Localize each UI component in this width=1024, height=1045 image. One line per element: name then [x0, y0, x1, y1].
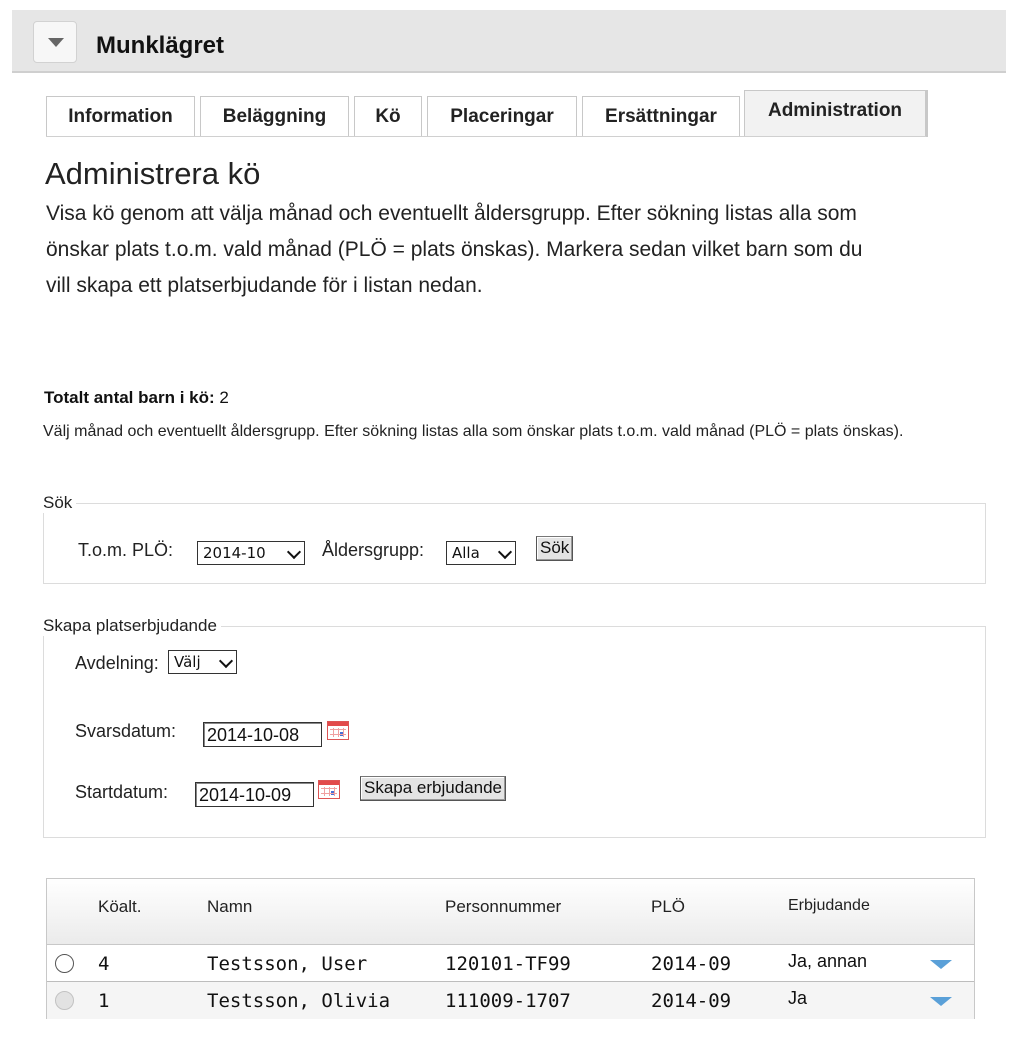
calendar-marker — [331, 791, 335, 795]
intro-text: Visa kö genom att välja månad och eventuellt åldersgrupp. Efter sökning listas alla som önskar plats t.o.m. vald månad (PLÖ = plats önskas). Markera sedan vilket barn som du vill skapa ett platserbjudande för i listan nedan. — [46, 202, 863, 297]
cell-koalt: 1 — [98, 990, 110, 1012]
queue-total-value: 2 — [219, 388, 229, 407]
queue-total-label: Totalt antal barn i kö: — [44, 388, 215, 407]
queue-table — [46, 878, 975, 1019]
collapse-button[interactable] — [33, 21, 77, 63]
plo-select-value: 2014-10 — [203, 544, 266, 562]
cell-namn: Testsson, Olivia — [207, 990, 391, 1012]
table-row[interactable] — [47, 982, 974, 1019]
panel-title: Munklägret — [96, 32, 225, 59]
calendar-icon[interactable] — [327, 721, 349, 740]
tab-belaggning[interactable]: Beläggning — [200, 96, 349, 137]
search-legend: Sök — [43, 493, 76, 513]
calendar-icon[interactable] — [318, 780, 340, 799]
reply-date-label: Svarsdatum: — [75, 721, 177, 741]
reply-date-input[interactable]: 2014-10-08 — [203, 722, 322, 747]
department-select-value: Välj — [174, 653, 201, 671]
tab-ko[interactable]: Kö — [354, 96, 422, 137]
tab-administration[interactable]: Administration — [744, 90, 928, 137]
panel-header — [12, 10, 1006, 73]
row-radio[interactable] — [55, 954, 74, 973]
department-select[interactable] — [168, 650, 237, 674]
expand-arrow-icon[interactable] — [930, 997, 952, 1006]
cell-erbjudande: Ja, annan — [788, 951, 868, 971]
age-group-label: Åldersgrupp: — [322, 540, 425, 560]
chevron-down-icon — [219, 654, 233, 668]
tab-placeringar[interactable]: Placeringar — [427, 96, 577, 137]
age-group-select-value: Alla — [452, 544, 480, 562]
start-date-label: Startdatum: — [75, 782, 169, 802]
create-offer-button[interactable]: Skapa erbjudande — [360, 776, 506, 801]
plo-select[interactable] — [197, 541, 305, 565]
page-title: Administrera kö — [45, 156, 261, 191]
calendar-marker — [340, 732, 344, 736]
row-radio — [55, 991, 74, 1010]
plo-label: T.o.m. PLÖ: — [78, 540, 174, 560]
offer-legend: Skapa platserbjudande — [43, 616, 221, 636]
table-row[interactable] — [47, 945, 974, 982]
search-button[interactable]: Sök — [536, 536, 573, 561]
cell-personnummer: 120101-TF99 — [445, 953, 571, 975]
chevron-down-icon — [287, 545, 301, 559]
tab-information[interactable]: Information — [46, 96, 195, 137]
tab-ersattningar[interactable]: Ersättningar — [582, 96, 740, 137]
expand-arrow-icon[interactable] — [930, 960, 952, 969]
help-text: Välj månad och eventuellt åldersgrupp. Efter sökning listas alla som önskar plats t.o.m. vald månad (PLÖ = plats önskas). — [43, 423, 904, 440]
col-header-plo[interactable]: PLÖ — [651, 897, 686, 916]
tab-bar — [46, 90, 936, 137]
chevron-down-icon — [498, 545, 512, 559]
col-header-personnummer[interactable]: Personnummer — [445, 897, 562, 916]
cell-koalt: 4 — [98, 953, 110, 975]
start-date-input[interactable]: 2014-10-09 — [195, 782, 314, 807]
cell-personnummer: 111009-1707 — [445, 990, 571, 1012]
col-header-namn[interactable]: Namn — [207, 897, 253, 916]
cell-plo: 2014-09 — [651, 953, 732, 975]
age-group-select[interactable] — [446, 541, 516, 565]
cell-plo: 2014-09 — [651, 990, 732, 1012]
cell-namn: Testsson, User — [207, 953, 368, 975]
table-header — [47, 879, 974, 945]
department-label: Avdelning: — [75, 653, 159, 673]
col-header-koalt[interactable]: Köalt. — [98, 897, 142, 916]
col-header-erbjudande[interactable]: Erbjudande — [788, 897, 870, 914]
tabs-divider — [46, 136, 926, 137]
cell-erbjudande: Ja — [788, 988, 808, 1008]
triangle-down-icon — [48, 38, 64, 47]
queue-total — [44, 388, 229, 408]
